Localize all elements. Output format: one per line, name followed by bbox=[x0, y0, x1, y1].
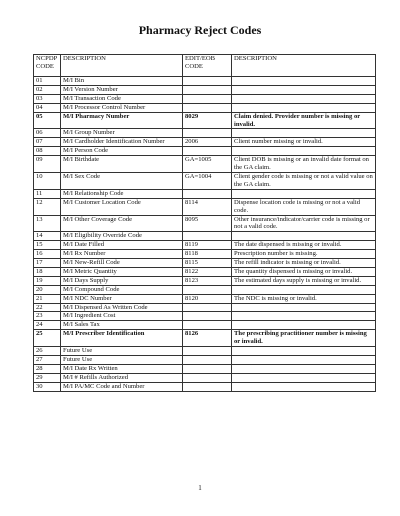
description-cell: M/I Dispensed As Written Code bbox=[61, 303, 183, 312]
ncpdp-code-cell: 24 bbox=[34, 321, 61, 330]
table-row bbox=[34, 138, 376, 147]
edit-eob-code-cell bbox=[183, 85, 232, 94]
page-title: Pharmacy Reject Codes bbox=[138, 23, 262, 37]
ncpdp-code-cell: 07 bbox=[34, 138, 61, 147]
edit-description-cell: Client number missing or invalid. bbox=[232, 138, 376, 147]
edit-description-cell: Dispense location code is missing or not a valid code. bbox=[232, 198, 376, 215]
table-row bbox=[34, 303, 376, 312]
ncpdp-code-cell: 29 bbox=[34, 373, 61, 382]
description-cell: M/I New-Refill Code bbox=[61, 259, 183, 268]
description-cell: M/I Customer Location Code bbox=[61, 198, 183, 215]
table-row bbox=[34, 215, 376, 232]
table-row bbox=[34, 129, 376, 138]
description-cell: M/I PA/MC Code and Number bbox=[61, 382, 183, 391]
description-cell: M/I Relationship Code bbox=[61, 189, 183, 198]
description-cell: M/I Ingredient Cost bbox=[61, 312, 183, 321]
table-row bbox=[34, 382, 376, 391]
column-header-edit-eob-code: EDIT/EOB CODE bbox=[183, 55, 232, 77]
edit-eob-code-cell bbox=[183, 103, 232, 112]
column-header-edit-description: DESCRIPTION bbox=[232, 55, 376, 77]
ncpdp-code-cell: 03 bbox=[34, 94, 61, 103]
table-row bbox=[34, 330, 376, 347]
ncpdp-code-cell: 05 bbox=[34, 112, 61, 129]
edit-description-cell bbox=[232, 77, 376, 86]
ncpdp-code-cell: 14 bbox=[34, 232, 61, 241]
ncpdp-code-cell: 02 bbox=[34, 85, 61, 94]
page-number: 1 bbox=[198, 484, 202, 492]
description-cell: M/I Birthdate bbox=[61, 156, 183, 173]
edit-eob-code-cell: 8114 bbox=[183, 198, 232, 215]
edit-eob-code-cell bbox=[183, 285, 232, 294]
edit-eob-code-cell bbox=[183, 382, 232, 391]
edit-description-cell bbox=[232, 321, 376, 330]
edit-description-cell: Other insurance/indicator/carrier code is missing or not a valid code. bbox=[232, 215, 376, 232]
edit-eob-code-cell: 8120 bbox=[183, 294, 232, 303]
description-cell: M/I NDC Number bbox=[61, 294, 183, 303]
edit-description-cell bbox=[232, 232, 376, 241]
ncpdp-code-cell: 04 bbox=[34, 103, 61, 112]
edit-eob-code-cell bbox=[183, 356, 232, 365]
ncpdp-code-cell: 30 bbox=[34, 382, 61, 391]
table-row bbox=[34, 198, 376, 215]
ncpdp-code-cell: 08 bbox=[34, 147, 61, 156]
description-cell: M/I Days Supply bbox=[61, 276, 183, 285]
edit-description-cell bbox=[232, 189, 376, 198]
edit-description-cell bbox=[232, 347, 376, 356]
column-header-ncpdp-code: NCPDP CODE bbox=[34, 55, 61, 77]
edit-description-cell: The date dispensed is missing or invalid. bbox=[232, 241, 376, 250]
description-cell: M/I Rx Number bbox=[61, 250, 183, 259]
edit-eob-code-cell bbox=[183, 373, 232, 382]
ncpdp-code-cell: 16 bbox=[34, 250, 61, 259]
table-row bbox=[34, 373, 376, 382]
edit-eob-code-cell: 8119 bbox=[183, 241, 232, 250]
ncpdp-code-cell: 19 bbox=[34, 276, 61, 285]
edit-description-cell bbox=[232, 285, 376, 294]
edit-eob-code-cell bbox=[183, 312, 232, 321]
edit-eob-code-cell bbox=[183, 321, 232, 330]
table-row bbox=[34, 232, 376, 241]
edit-eob-code-cell bbox=[183, 129, 232, 138]
edit-eob-code-cell: 8126 bbox=[183, 330, 232, 347]
edit-eob-code-cell: 8122 bbox=[183, 267, 232, 276]
table-row bbox=[34, 77, 376, 86]
edit-eob-code-cell: 8123 bbox=[183, 276, 232, 285]
edit-description-cell bbox=[232, 356, 376, 365]
table-row bbox=[34, 250, 376, 259]
description-cell: M/I Pharmacy Number bbox=[61, 112, 183, 129]
description-cell: M/I Date Rx Written bbox=[61, 364, 183, 373]
table-row bbox=[34, 156, 376, 173]
edit-eob-code-cell bbox=[183, 364, 232, 373]
description-cell: M/I Compound Code bbox=[61, 285, 183, 294]
edit-eob-code-cell bbox=[183, 147, 232, 156]
edit-eob-code-cell: GA=1005 bbox=[183, 156, 232, 173]
table-header-row bbox=[34, 55, 376, 77]
edit-eob-code-cell bbox=[183, 94, 232, 103]
edit-description-cell: The prescribing practitioner number is missing or invalid. bbox=[232, 330, 376, 347]
table-row bbox=[34, 189, 376, 198]
description-cell: M/I Metric Quantity bbox=[61, 267, 183, 276]
description-cell: M/I Group Number bbox=[61, 129, 183, 138]
description-cell: M/I Sex Code bbox=[61, 172, 183, 189]
edit-description-cell: The NDC is missing or invalid. bbox=[232, 294, 376, 303]
description-cell: Future Use bbox=[61, 356, 183, 365]
edit-eob-code-cell bbox=[183, 232, 232, 241]
edit-description-cell bbox=[232, 129, 376, 138]
ncpdp-code-cell: 21 bbox=[34, 294, 61, 303]
table-row bbox=[34, 172, 376, 189]
description-cell: M/I Cardholder Identification Number bbox=[61, 138, 183, 147]
ncpdp-code-cell: 09 bbox=[34, 156, 61, 173]
description-cell: M/I Version Number bbox=[61, 85, 183, 94]
table-row bbox=[34, 147, 376, 156]
ncpdp-code-cell: 18 bbox=[34, 267, 61, 276]
ncpdp-code-cell: 12 bbox=[34, 198, 61, 215]
ncpdp-code-cell: 25 bbox=[34, 330, 61, 347]
edit-description-cell: The refill indicator is missing or invalid. bbox=[232, 259, 376, 268]
ncpdp-code-cell: 22 bbox=[34, 303, 61, 312]
description-cell: M/I Bin bbox=[61, 77, 183, 86]
edit-description-cell: Client DOB is missing or an invalid date format on the GA claim. bbox=[232, 156, 376, 173]
edit-eob-code-cell bbox=[183, 347, 232, 356]
description-cell: Future Use bbox=[61, 347, 183, 356]
edit-description-cell bbox=[232, 147, 376, 156]
ncpdp-code-cell: 28 bbox=[34, 364, 61, 373]
description-cell: M/I Processor Control Number bbox=[61, 103, 183, 112]
ncpdp-code-cell: 15 bbox=[34, 241, 61, 250]
table-row bbox=[34, 85, 376, 94]
edit-description-cell: Claim denied. Provider number is missing or invalid. bbox=[232, 112, 376, 129]
description-cell: M/I Other Coverage Code bbox=[61, 215, 183, 232]
edit-eob-code-cell: GA=1004 bbox=[183, 172, 232, 189]
table-row bbox=[34, 356, 376, 365]
edit-description-cell bbox=[232, 94, 376, 103]
ncpdp-code-cell: 01 bbox=[34, 77, 61, 86]
table-row bbox=[34, 285, 376, 294]
description-cell: M/I Eligibility Override Code bbox=[61, 232, 183, 241]
description-cell: M/I Sales Tax bbox=[61, 321, 183, 330]
table-row bbox=[34, 94, 376, 103]
edit-description-cell bbox=[232, 382, 376, 391]
description-cell: M/I # Refills Authorized bbox=[61, 373, 183, 382]
ncpdp-code-cell: 17 bbox=[34, 259, 61, 268]
column-header-description: DESCRIPTION bbox=[61, 55, 183, 77]
ncpdp-code-cell: 20 bbox=[34, 285, 61, 294]
edit-eob-code-cell: 8029 bbox=[183, 112, 232, 129]
edit-description-cell: Client gender code is missing or not a valid value on the GA claim. bbox=[232, 172, 376, 189]
ncpdp-code-cell: 26 bbox=[34, 347, 61, 356]
edit-eob-code-cell: 2006 bbox=[183, 138, 232, 147]
table-row bbox=[34, 103, 376, 112]
edit-description-cell: The estimated days supply is missing or invalid. bbox=[232, 276, 376, 285]
edit-description-cell bbox=[232, 85, 376, 94]
edit-description-cell: The quantity dispensed is missing or invalid. bbox=[232, 267, 376, 276]
description-cell: M/I Date Filled bbox=[61, 241, 183, 250]
table-row bbox=[34, 112, 376, 129]
ncpdp-code-cell: 10 bbox=[34, 172, 61, 189]
table-row bbox=[34, 267, 376, 276]
table-row bbox=[34, 312, 376, 321]
edit-eob-code-cell bbox=[183, 77, 232, 86]
edit-eob-code-cell: 8118 bbox=[183, 250, 232, 259]
table-row bbox=[34, 364, 376, 373]
table-row bbox=[34, 276, 376, 285]
table-row bbox=[34, 241, 376, 250]
ncpdp-code-cell: 23 bbox=[34, 312, 61, 321]
ncpdp-code-cell: 11 bbox=[34, 189, 61, 198]
description-cell: M/I Prescriber Identification bbox=[61, 330, 183, 347]
reject-codes-table bbox=[33, 54, 376, 392]
table-row bbox=[34, 347, 376, 356]
description-cell: M/I Transaction Code bbox=[61, 94, 183, 103]
table-row bbox=[34, 321, 376, 330]
edit-description-cell bbox=[232, 364, 376, 373]
description-cell: M/I Person Code bbox=[61, 147, 183, 156]
ncpdp-code-cell: 27 bbox=[34, 356, 61, 365]
edit-eob-code-cell bbox=[183, 189, 232, 198]
edit-eob-code-cell bbox=[183, 303, 232, 312]
edit-eob-code-cell: 8115 bbox=[183, 259, 232, 268]
edit-description-cell bbox=[232, 312, 376, 321]
table-row bbox=[34, 294, 376, 303]
edit-eob-code-cell: 8095 bbox=[183, 215, 232, 232]
edit-description-cell: Prescription number is missing. bbox=[232, 250, 376, 259]
edit-description-cell bbox=[232, 373, 376, 382]
table-row bbox=[34, 259, 376, 268]
edit-description-cell bbox=[232, 103, 376, 112]
ncpdp-code-cell: 06 bbox=[34, 129, 61, 138]
ncpdp-code-cell: 13 bbox=[34, 215, 61, 232]
edit-description-cell bbox=[232, 303, 376, 312]
